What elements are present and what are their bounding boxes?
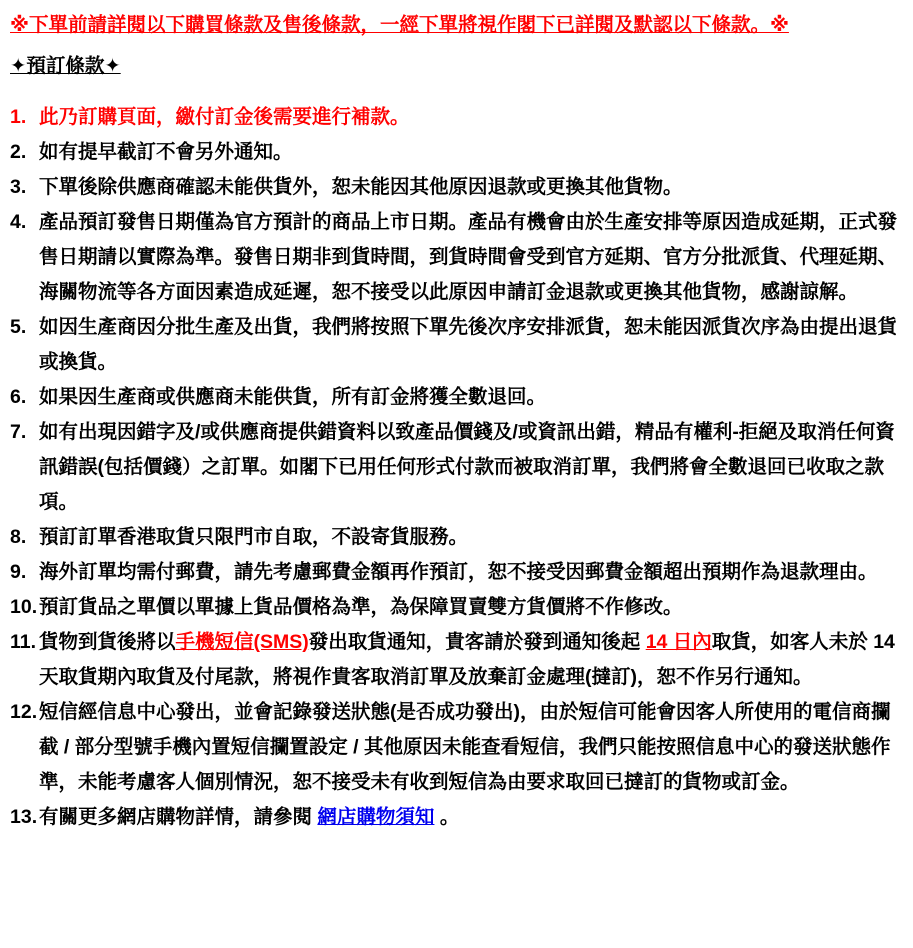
term-text: 海外訂單均需付郵費，請先考慮郵費金額再作預訂，恕不接受因郵費金額超出預期作為退款理由。: [39, 561, 878, 583]
term-text: 下單後除供應商確認未能供貨外，恕未能因其他原因退款或更換其他貨物。: [39, 176, 683, 198]
purchase-notice-banner: ※下單前請詳閱以下購買條款及售後條款，一經下單將視作閣下已詳閱及默認以下條款。※: [10, 14, 789, 36]
term-item: [10, 310, 907, 380]
term-text: 短信經信息中心發出，並會記錄發送狀態(是否成功發出)，由於短信可能會因客人所使用的電信商攔截 / 部分型號手機內置短信攔置設定 / 其他原因未能查看短信，我們只能按照信息中心的發送狀態作準，未能考慮客人個別情況，恕不接受未有收到短信為由要求取回已撻訂的貨物或訂金。: [39, 701, 891, 793]
term-text: 預訂訂單香港取貨只限門市自取，不設寄貨服務。: [39, 526, 469, 548]
term-number: 9.: [10, 561, 27, 583]
term-item: [10, 205, 907, 310]
term-number: 5.: [10, 316, 27, 338]
term-item: [10, 415, 907, 520]
term-number: 12.: [10, 701, 38, 723]
term-item: [10, 695, 907, 800]
shop-notice-link[interactable]: 網店購物須知: [317, 806, 435, 828]
term-text: 預訂貨品之單價以單據上貨品價格為準，為保障買賣雙方貨價將不作修改。: [39, 596, 683, 618]
term-number: 10.: [10, 596, 38, 618]
term-number: 3.: [10, 176, 27, 198]
term-number: 8.: [10, 526, 27, 548]
term-number: 2.: [10, 141, 27, 163]
term-number: 13.: [10, 806, 38, 828]
term-item: [10, 100, 907, 135]
term-text: 產品預訂發售日期僅為官方預計的商品上市日期。產品有機會由於生產安排等原因造成延期，正式發售日期請以實際為準。發售日期非到貨時間，到貨時間會受到官方延期、官方分批派貨、代理延期、海關物流等各方面因素造成延遲，恕不接受以此原因申請訂金退款或更換其他貨物，感謝諒解。: [39, 211, 898, 303]
term-text: 如果因生產商或供應商未能供貨，所有訂金將獲全數退回。: [39, 386, 547, 408]
term-item: [10, 135, 907, 170]
term-item: [10, 800, 907, 835]
section-title-preorder-terms: ✦預訂條款✦: [10, 55, 121, 77]
term-text: 如因生產商因分批生產及出貨，我們將按照下單先後次序安排派貨，恕未能因派貨次序為由提出退貨或換貨。: [39, 316, 898, 373]
term-text: 有關更多網店購物詳情，請參閱 網店購物須知 。: [39, 806, 460, 828]
term-item: [10, 520, 907, 555]
terms-list: [10, 100, 907, 835]
term-number: 11.: [10, 631, 37, 653]
term-item: [10, 380, 907, 415]
term-text: 此乃訂購頁面，繳付訂金後需要進行補款。: [39, 106, 410, 128]
term-number: 4.: [10, 211, 27, 233]
term-text: 如有提早截訂不會另外通知。: [39, 141, 293, 163]
term-item: [10, 555, 907, 590]
term-number: 1.: [10, 106, 27, 128]
term-item: [10, 590, 907, 625]
term-number: 6.: [10, 386, 27, 408]
term-text: 如有出現因錯字及/或供應商提供錯資料以致產品價錢及/或資訊出錯，精品有權利-拒絕及取消任何資訊錯誤(包括價錢）之訂單。如閣下已用任何形式付款而被取消訂單，我們將會全數退回已收取之款項。: [39, 421, 895, 513]
term-item: [10, 170, 907, 205]
highlighted-text: 手機短信(SMS): [175, 631, 309, 653]
term-text: 貨物到貨後將以手機短信(SMS)發出取貨通知，貴客請於發到通知後起 14 日內取貨，如客人未於 14 天取貨期內取貨及付尾款，將視作貴客取消訂單及放棄訂金處理(撻訂)，恕不作另行通知。: [39, 631, 895, 688]
highlighted-text: 14 日內: [645, 631, 712, 653]
term-number: 7.: [10, 421, 27, 443]
term-item: [10, 625, 907, 695]
